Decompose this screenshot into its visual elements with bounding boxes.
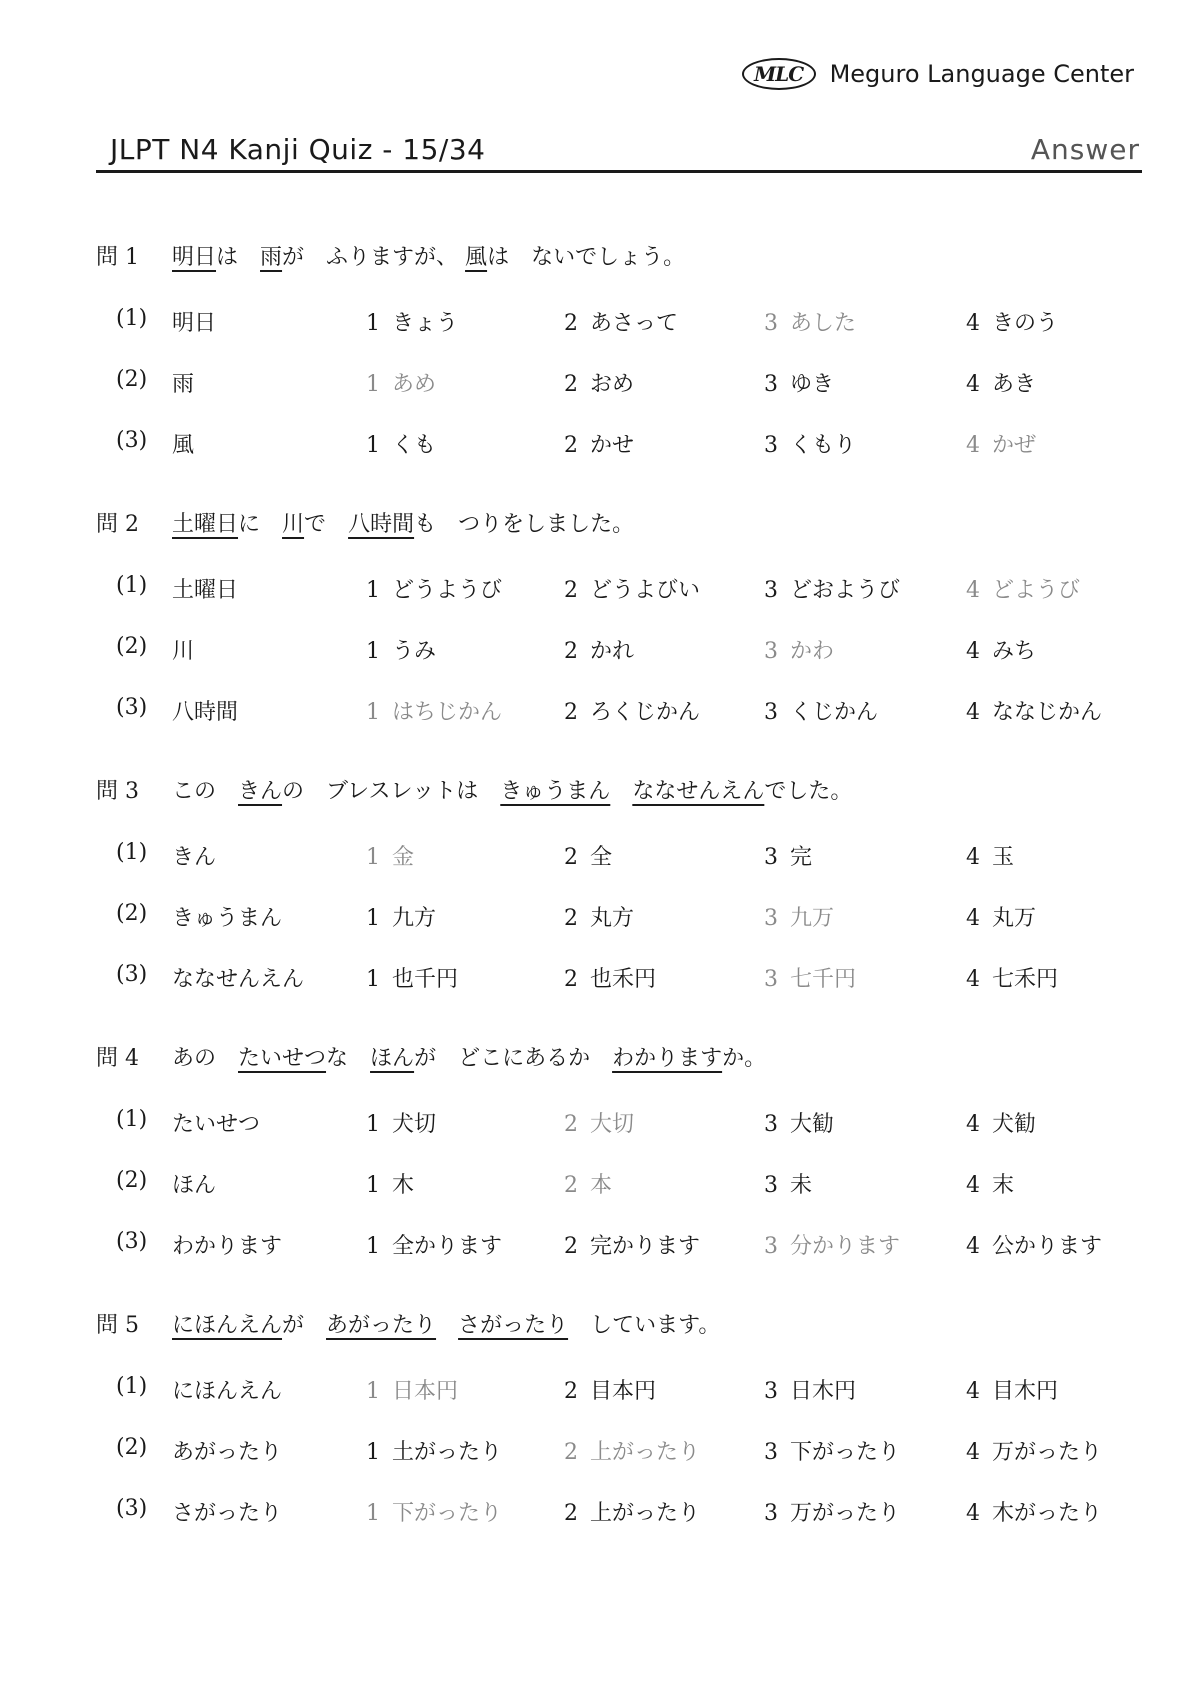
sub-question-row [0, 1215, 1192, 1276]
choice-number: 2 [564, 1112, 578, 1137]
answer-choice [564, 840, 612, 871]
target-word: あがったり [172, 1440, 283, 1465]
target-word: わかります [172, 1234, 283, 1259]
question-sentence [172, 1041, 766, 1072]
choice-text: 下がったり [790, 1440, 901, 1465]
answer-choice [966, 962, 1058, 993]
underlined-term: ほん [370, 1046, 415, 1071]
sentence-text: は [216, 245, 261, 270]
answer-choice [764, 1435, 900, 1466]
choice-number: 1 [366, 372, 380, 397]
sub-question-number: (2) [116, 1435, 148, 1460]
underlined-term: 雨 [260, 245, 283, 270]
correct-choice [966, 573, 1080, 604]
answer-choice [366, 1168, 414, 1199]
question-line [0, 1288, 1192, 1360]
question-number: 問 4 [96, 1046, 139, 1071]
choice-number: 3 [764, 1173, 778, 1198]
question-number: 問 1 [96, 245, 139, 270]
choice-text: ゆき [790, 372, 835, 397]
choice-text: どようび [992, 578, 1081, 603]
answer-choice [564, 306, 678, 337]
sentence-text: が どこにあるか [414, 1046, 613, 1071]
choice-text: かわ [790, 639, 835, 664]
choice-text: 木 [392, 1173, 415, 1198]
choice-text: 完かります [590, 1234, 701, 1259]
answer-choice [366, 962, 458, 993]
sentence-text: に [238, 512, 283, 537]
question-line [0, 220, 1192, 292]
choice-number: 3 [764, 845, 778, 870]
target-word: 雨 [172, 372, 195, 397]
sub-question-row [0, 948, 1192, 1009]
choice-number: 3 [764, 1501, 778, 1526]
underlined-term: 川 [282, 512, 305, 537]
correct-choice [764, 306, 856, 337]
sentence-text: は ないでしょう。 [487, 245, 686, 270]
choice-number: 1 [366, 578, 380, 603]
choice-number: 2 [564, 845, 578, 870]
target-word: 川 [172, 639, 195, 664]
answer-choice [966, 1229, 1102, 1260]
choice-number: 2 [564, 311, 578, 336]
sub-question-number: (2) [116, 367, 148, 392]
answer-choice [764, 573, 900, 604]
question-block [0, 754, 1192, 1009]
choice-text: 未 [790, 1173, 813, 1198]
choice-number: 4 [966, 372, 980, 397]
underlined-term: あがったり [326, 1313, 437, 1338]
answer-choice [764, 1496, 900, 1527]
choice-text: ななじかん [992, 700, 1103, 725]
correct-choice [366, 840, 414, 871]
question-number: 問 2 [96, 512, 139, 537]
answer-choice [366, 634, 436, 665]
question-sentence [172, 507, 634, 538]
page-title: JLPT N4 Kanji Quiz - 15/34 [110, 133, 486, 166]
sentence-text: でした。 [764, 779, 853, 804]
correct-choice [764, 901, 834, 932]
choice-text: みち [992, 639, 1037, 664]
sub-question-row [0, 1421, 1192, 1482]
question-line [0, 754, 1192, 826]
question-line [0, 487, 1192, 559]
choice-number: 2 [564, 1234, 578, 1259]
choice-text: はちじかん [392, 700, 503, 725]
choice-number: 4 [966, 1112, 980, 1137]
underlined-term: 土曜日 [172, 512, 239, 537]
choice-number: 3 [764, 639, 778, 664]
question-sentence [172, 240, 685, 271]
choice-text: 木がったり [992, 1501, 1103, 1526]
sentence-text: が ふりますが、 [282, 245, 466, 270]
choice-text: 九万 [790, 906, 835, 931]
choice-text: あした [790, 311, 857, 336]
choice-text: きょう [392, 311, 459, 336]
choice-text: どおようび [790, 578, 901, 603]
choice-number: 3 [764, 578, 778, 603]
choice-text: 万がったり [790, 1501, 901, 1526]
choice-text: 大切 [590, 1112, 635, 1137]
answer-choice [564, 367, 634, 398]
choice-number: 4 [966, 1234, 980, 1259]
quiz-content [0, 220, 1192, 1555]
choice-number: 3 [764, 372, 778, 397]
target-word: 八時間 [172, 700, 239, 725]
sub-question-row [0, 353, 1192, 414]
question-sentence [172, 774, 852, 805]
target-word: 明日 [172, 311, 217, 336]
choice-text: 万がったり [992, 1440, 1103, 1465]
answer-choice [366, 1435, 502, 1466]
choice-number: 1 [366, 1440, 380, 1465]
sub-question-number: (1) [116, 1107, 148, 1132]
choice-number: 2 [564, 700, 578, 725]
choice-number: 4 [966, 578, 980, 603]
choice-number: 3 [764, 311, 778, 336]
question-number: 問 5 [96, 1313, 139, 1338]
sub-question-row [0, 826, 1192, 887]
choice-text: 玉 [992, 845, 1015, 870]
choice-number: 4 [966, 845, 980, 870]
choice-number: 2 [564, 578, 578, 603]
sentence-text: しています。 [568, 1313, 721, 1338]
choice-text: 丸方 [590, 906, 635, 931]
choice-number: 2 [564, 433, 578, 458]
answer-choice [764, 695, 878, 726]
correct-choice [564, 1107, 634, 1138]
answer-choice [966, 695, 1102, 726]
answer-choice [564, 901, 634, 932]
question-block [0, 1021, 1192, 1276]
target-word: きん [172, 845, 217, 870]
answer-choice [366, 306, 458, 337]
choice-text: 七千円 [790, 967, 857, 992]
choice-number: 4 [966, 967, 980, 992]
choice-text: 全 [590, 845, 613, 870]
sub-question-number: (3) [116, 428, 148, 453]
answer-choice [564, 573, 700, 604]
sub-question-row [0, 1360, 1192, 1421]
answer-choice [366, 1107, 436, 1138]
answer-choice [564, 634, 634, 665]
choice-text: 末 [992, 1173, 1015, 1198]
choice-number: 2 [564, 1173, 578, 1198]
choice-number: 1 [366, 1501, 380, 1526]
choice-text: かぜ [992, 433, 1037, 458]
target-word: さがったり [172, 1501, 283, 1526]
underlined-term: 八時間 [348, 512, 415, 537]
sub-question-number: (3) [116, 1496, 148, 1521]
answer-choice [966, 1168, 1014, 1199]
choice-number: 3 [764, 967, 778, 992]
choice-text: うみ [392, 639, 437, 664]
answer-choice [966, 634, 1036, 665]
underlined-term: にほんえん [172, 1313, 283, 1338]
choice-number: 1 [366, 1379, 380, 1404]
correct-choice [764, 962, 856, 993]
question-block [0, 1288, 1192, 1543]
target-word: 土曜日 [172, 578, 239, 603]
sub-question-number: (2) [116, 634, 148, 659]
target-word: 風 [172, 433, 195, 458]
sub-question-number: (3) [116, 1229, 148, 1254]
correct-choice [764, 1229, 900, 1260]
choice-text: 本 [590, 1173, 613, 1198]
correct-choice [366, 1496, 502, 1527]
answer-choice [564, 1374, 656, 1405]
choice-number: 3 [764, 1112, 778, 1137]
answer-choice [564, 962, 656, 993]
choice-number: 3 [764, 433, 778, 458]
question-block [0, 220, 1192, 475]
sub-question-row [0, 559, 1192, 620]
choice-text: きのう [992, 311, 1059, 336]
choice-text: かれ [590, 639, 635, 664]
choice-number: 2 [564, 1379, 578, 1404]
choice-text: ろくじかん [590, 700, 701, 725]
choice-text: 大勧 [790, 1112, 835, 1137]
underlined-term: ななせんえん [632, 779, 765, 804]
choice-text: 也千円 [392, 967, 459, 992]
underlined-term: きゅうまん [500, 779, 611, 804]
answer-choice [366, 428, 436, 459]
sub-question-number: (2) [116, 1168, 148, 1193]
choice-number: 2 [564, 967, 578, 992]
sub-question-number: (1) [116, 1374, 148, 1399]
answer-choice [966, 306, 1058, 337]
choice-number: 1 [366, 700, 380, 725]
sub-question-row [0, 620, 1192, 681]
answer-choice [366, 1229, 502, 1260]
choice-number: 3 [764, 1440, 778, 1465]
choice-number: 3 [764, 906, 778, 931]
choice-number: 1 [366, 639, 380, 664]
choice-number: 1 [366, 845, 380, 870]
sub-question-number: (2) [116, 901, 148, 926]
underlined-term: 風 [465, 245, 488, 270]
question-block [0, 487, 1192, 742]
choice-text: 上がったり [590, 1440, 701, 1465]
target-word: にほんえん [172, 1379, 283, 1404]
answer-choice [764, 1168, 812, 1199]
sentence-text [610, 779, 632, 804]
choice-number: 4 [966, 639, 980, 664]
sub-question-row [0, 414, 1192, 475]
choice-text: あき [992, 372, 1037, 397]
answer-choice [764, 1374, 856, 1405]
correct-choice [366, 695, 502, 726]
correct-choice [966, 428, 1036, 459]
choice-text: 也禾円 [590, 967, 657, 992]
answer-choice [764, 428, 856, 459]
choice-number: 4 [966, 311, 980, 336]
choice-text: くもり [790, 433, 857, 458]
sub-question-number: (3) [116, 962, 148, 987]
choice-text: くも [392, 433, 437, 458]
choice-number: 1 [366, 906, 380, 931]
sub-question-number: (1) [116, 573, 148, 598]
logo-text: Meguro Language Center [829, 60, 1134, 88]
underlined-term: 明日 [172, 245, 217, 270]
underlined-term: きん [238, 779, 283, 804]
choice-number: 4 [966, 1173, 980, 1198]
choice-text: 目本円 [590, 1379, 657, 1404]
question-line [0, 1021, 1192, 1093]
choice-text: 日本円 [392, 1379, 459, 1404]
correct-choice [366, 1374, 458, 1405]
choice-text: 犬切 [392, 1112, 437, 1137]
answer-choice [564, 1229, 700, 1260]
answer-choice [764, 367, 834, 398]
logo [742, 58, 1134, 90]
choice-number: 1 [366, 967, 380, 992]
choice-text: 土がったり [392, 1440, 503, 1465]
target-word: きゅうまん [172, 906, 283, 931]
choice-text: 下がったり [392, 1501, 503, 1526]
answer-choice [966, 1107, 1036, 1138]
sub-question-row [0, 1482, 1192, 1543]
sub-question-number: (3) [116, 695, 148, 720]
choice-text: 七禾円 [992, 967, 1059, 992]
target-word: ななせんえん [172, 967, 305, 992]
question-sentence [172, 1308, 720, 1339]
answer-label: Answer [1030, 133, 1140, 166]
answer-choice [764, 1107, 834, 1138]
choice-number: 4 [966, 1501, 980, 1526]
choice-text: 九方 [392, 906, 437, 931]
sub-question-row [0, 1154, 1192, 1215]
choice-text: 公かります [992, 1234, 1103, 1259]
question-number: 問 3 [96, 779, 139, 804]
sentence-text: あの [172, 1046, 239, 1071]
target-word: たいせつ [172, 1112, 261, 1137]
choice-number: 3 [764, 1379, 778, 1404]
choice-number: 4 [966, 1379, 980, 1404]
choice-text: 日木円 [790, 1379, 857, 1404]
choice-text: 全かります [392, 1234, 503, 1259]
choice-text: くじかん [790, 700, 879, 725]
answer-choice [966, 901, 1036, 932]
choice-text: 完 [790, 845, 813, 870]
choice-number: 1 [366, 311, 380, 336]
page-header [96, 128, 1142, 173]
choice-text: あめ [392, 372, 437, 397]
sentence-text: の ブレスレットは [282, 779, 501, 804]
sentence-text: が [282, 1313, 327, 1338]
choice-text: あさって [590, 311, 679, 336]
correct-choice [564, 1435, 700, 1466]
correct-choice [366, 367, 436, 398]
answer-choice [564, 1496, 700, 1527]
choice-number: 3 [764, 1234, 778, 1259]
choice-number: 4 [966, 433, 980, 458]
correct-choice [564, 1168, 612, 1199]
answer-choice [966, 840, 1014, 871]
choice-text: 犬勧 [992, 1112, 1037, 1137]
choice-number: 2 [564, 372, 578, 397]
choice-number: 2 [564, 906, 578, 931]
sentence-text: で [304, 512, 349, 537]
sub-question-row [0, 292, 1192, 353]
sub-question-number: (1) [116, 840, 148, 865]
choice-text: おめ [590, 372, 635, 397]
choice-number: 3 [764, 700, 778, 725]
choice-number: 4 [966, 1440, 980, 1465]
target-word: ほん [172, 1173, 217, 1198]
sentence-text: か。 [722, 1046, 767, 1071]
answer-choice [764, 840, 812, 871]
choice-text: 分かります [790, 1234, 901, 1259]
choice-number: 2 [564, 639, 578, 664]
answer-choice [564, 695, 700, 726]
choice-text: 丸万 [992, 906, 1037, 931]
choice-number: 4 [966, 906, 980, 931]
choice-text: どうようび [392, 578, 503, 603]
sub-question-number: (1) [116, 306, 148, 331]
answer-choice [966, 1374, 1058, 1405]
underlined-term: たいせつ [238, 1046, 327, 1071]
underlined-term: わかります [612, 1046, 723, 1071]
answer-choice [966, 1435, 1102, 1466]
answer-choice [966, 367, 1036, 398]
sentence-text: な [326, 1046, 371, 1071]
choice-number: 2 [564, 1440, 578, 1465]
choice-text: かせ [590, 433, 635, 458]
choice-number: 4 [966, 700, 980, 725]
answer-choice [366, 901, 436, 932]
answer-choice [966, 1496, 1102, 1527]
choice-text: 目木円 [992, 1379, 1059, 1404]
answer-choice [564, 428, 634, 459]
sub-question-row [0, 1093, 1192, 1154]
choice-text: 上がったり [590, 1501, 701, 1526]
underlined-term: さがったり [458, 1313, 569, 1338]
sentence-text: も つりをしました。 [414, 512, 635, 537]
choice-number: 1 [366, 1112, 380, 1137]
sub-question-row [0, 887, 1192, 948]
choice-number: 2 [564, 1501, 578, 1526]
sentence-text: この [172, 779, 239, 804]
correct-choice [764, 634, 834, 665]
choice-number: 1 [366, 1234, 380, 1259]
choice-text: 金 [392, 845, 415, 870]
answer-choice [366, 573, 502, 604]
choice-number: 1 [366, 433, 380, 458]
choice-text: どうよびい [590, 578, 701, 603]
mlc-logo-mark: MLC [742, 58, 816, 90]
sentence-text [436, 1313, 458, 1338]
sub-question-row [0, 681, 1192, 742]
choice-number: 1 [366, 1173, 380, 1198]
